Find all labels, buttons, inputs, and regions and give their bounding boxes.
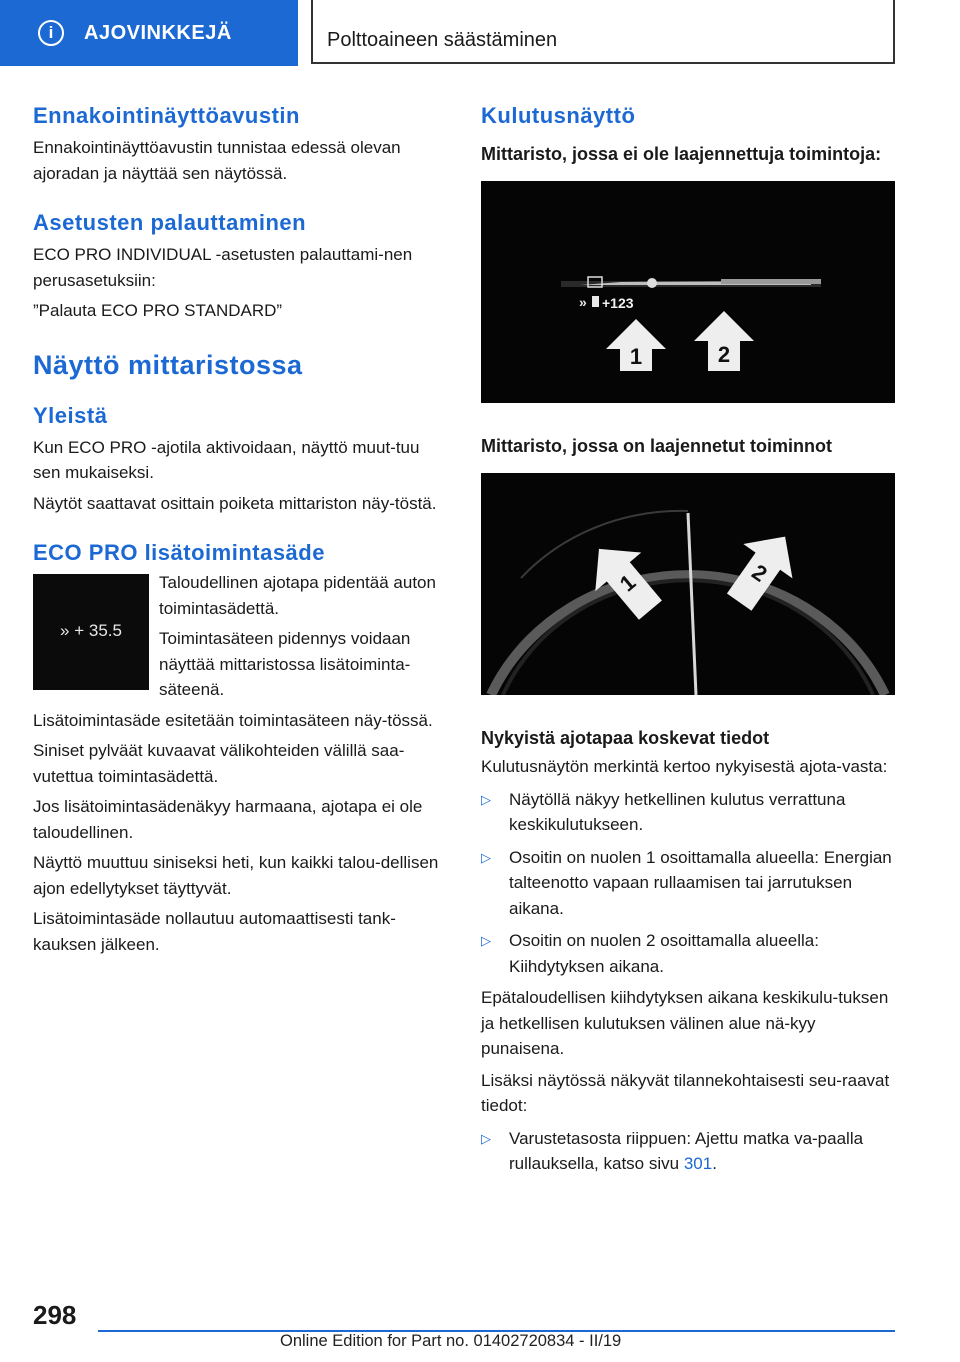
page-number: 298 (33, 1300, 77, 1330)
heading-consumption: Kulutusnäyttö (481, 103, 636, 128)
basic-cluster-image (481, 181, 895, 403)
edition-text: Online Edition for Part no. 01402720834 - II/19 (280, 1332, 622, 1350)
range-display-text: » + 35.5 (60, 621, 122, 640)
bullet-triangle-icon: ▷ (481, 933, 491, 948)
heading-display: Näyttö mittaristossa (33, 349, 303, 380)
page-link-301[interactable]: 301 (683, 1154, 713, 1173)
svg-text:»: » (579, 294, 587, 310)
basic-cluster-graphic (481, 181, 895, 403)
extended-marker-1: 1 (614, 569, 641, 597)
heading-general: Yleistä (33, 402, 108, 428)
right-column (481, 100, 895, 1177)
basic-value-label: +123 (602, 295, 634, 311)
reset-text: ECO PRO INDIVIDUAL -asetusten palauttami-nen perusasetuksiin: (33, 245, 413, 290)
current-text: Kulutusnäytön merkintä kertoo nykyisestä ajota-vasta: (481, 757, 888, 776)
extended-cluster-image (481, 473, 895, 695)
heading-range: ECO PRO lisätoimintasäde (33, 540, 325, 565)
extended-cluster-graphic (481, 473, 895, 695)
uneconomical-text: Epätaloudellisen kiihdytyksen aikana keskikulu-tuksen ja hetkellisen kulutuksen välinen alue nä-kyy punaisena. (481, 988, 889, 1058)
basic-marker-2: 2 (717, 342, 731, 367)
heading-current-driving: Nykyistä ajotapaa koskevat tiedot (481, 728, 770, 748)
bullet-list-2 (481, 1126, 895, 1177)
list-item: ▷ Näytöllä näkyy hetkellinen kulutus verrattuna keskikulutukseen. (481, 787, 895, 838)
list-item: ▷ Osoitin on nuolen 1 osoittamalla alueella: Energian talteenotto vapaan rullaamisen tai jarrutuksen aikana. (481, 845, 895, 922)
range-side-text (159, 574, 445, 703)
predictive-text: Ennakointinäyttöavustin tunnistaa edessä olevan ajoradan ja näyttää sen näytössä. (33, 138, 401, 183)
basic-marker-1: 1 (629, 344, 643, 369)
range-text-1: Taloudellinen ajotapa pidentää auton toimintasädettä. (159, 573, 436, 618)
range-text-6: Näyttö muuttuu siniseksi heti, kun kaikki talou-dellisen ajon edellytykset täyttyvät. (33, 853, 439, 898)
left-column (33, 100, 445, 957)
reset-command: ”Palauta ECO PRO STANDARD” (33, 301, 283, 320)
general-text-1: Kun ECO PRO -ajotila aktivoidaan, näyttö muut-tuu sen mukaiseksi. (33, 437, 420, 482)
extra-info-text: Lisäksi näytössä näkyvät tilannekohtaisesti seu-raavat tiedot: (481, 1070, 890, 1115)
info-icon: i (38, 20, 64, 46)
heading-extended-cluster: Mittaristo, jossa on laajennetut toiminnot (481, 436, 833, 456)
heading-reset: Asetusten palauttaminen (33, 210, 307, 235)
chapter-box (311, 0, 895, 64)
range-display-image (33, 574, 149, 690)
range-text-4: Siniset pylväät kuvaavat välikohteiden välillä saa-vutettua toimintasädettä. (33, 741, 405, 786)
bullet-triangle-icon: ▷ (481, 849, 491, 865)
range-text-7: Lisätoimintasäde nollautuu automaattisesti tank-kauksen jälkeen. (33, 909, 396, 954)
extended-marker-2: 2 (747, 559, 772, 587)
range-text-5: Jos lisätoimintasädenäkyy harmaana, ajotapa ei ole taloudellinen. (33, 797, 423, 842)
heading-basic-cluster: Mittaristo, jossa ei ole laajennettuja toimintoja: (481, 144, 882, 164)
range-text-3: Lisätoimintasäde esitetään toimintasäteen näy-tössä. (33, 710, 433, 730)
chapter-title: Polttoaineen säästäminen (327, 29, 558, 51)
bullet-triangle-icon: ▷ (481, 791, 491, 807)
bullet-triangle-icon: ▷ (481, 1130, 491, 1146)
list-item: ▷ Varustetasosta riippuen: Ajettu matka va-paalla rullauksella, katso sivu 301. (481, 1126, 895, 1177)
section-tab[interactable] (0, 0, 298, 66)
section-label: AJOVINKKEJÄ (84, 21, 232, 44)
range-block (33, 574, 445, 703)
range-text-2: Toimintasäteen pidennys voidaan näyttää mittaristossa lisätoiminta-säteenä. (159, 629, 411, 699)
bullet-list-1 (481, 787, 895, 980)
heading-predictive: Ennakointinäyttöavustin (33, 103, 300, 128)
list-item: ▷ Osoitin on nuolen 2 osoittamalla alueella: Kiihdytyksen aikana. (481, 928, 895, 979)
general-text-2: Näytöt saattavat osittain poiketa mittariston näy-töstä. (33, 493, 437, 513)
